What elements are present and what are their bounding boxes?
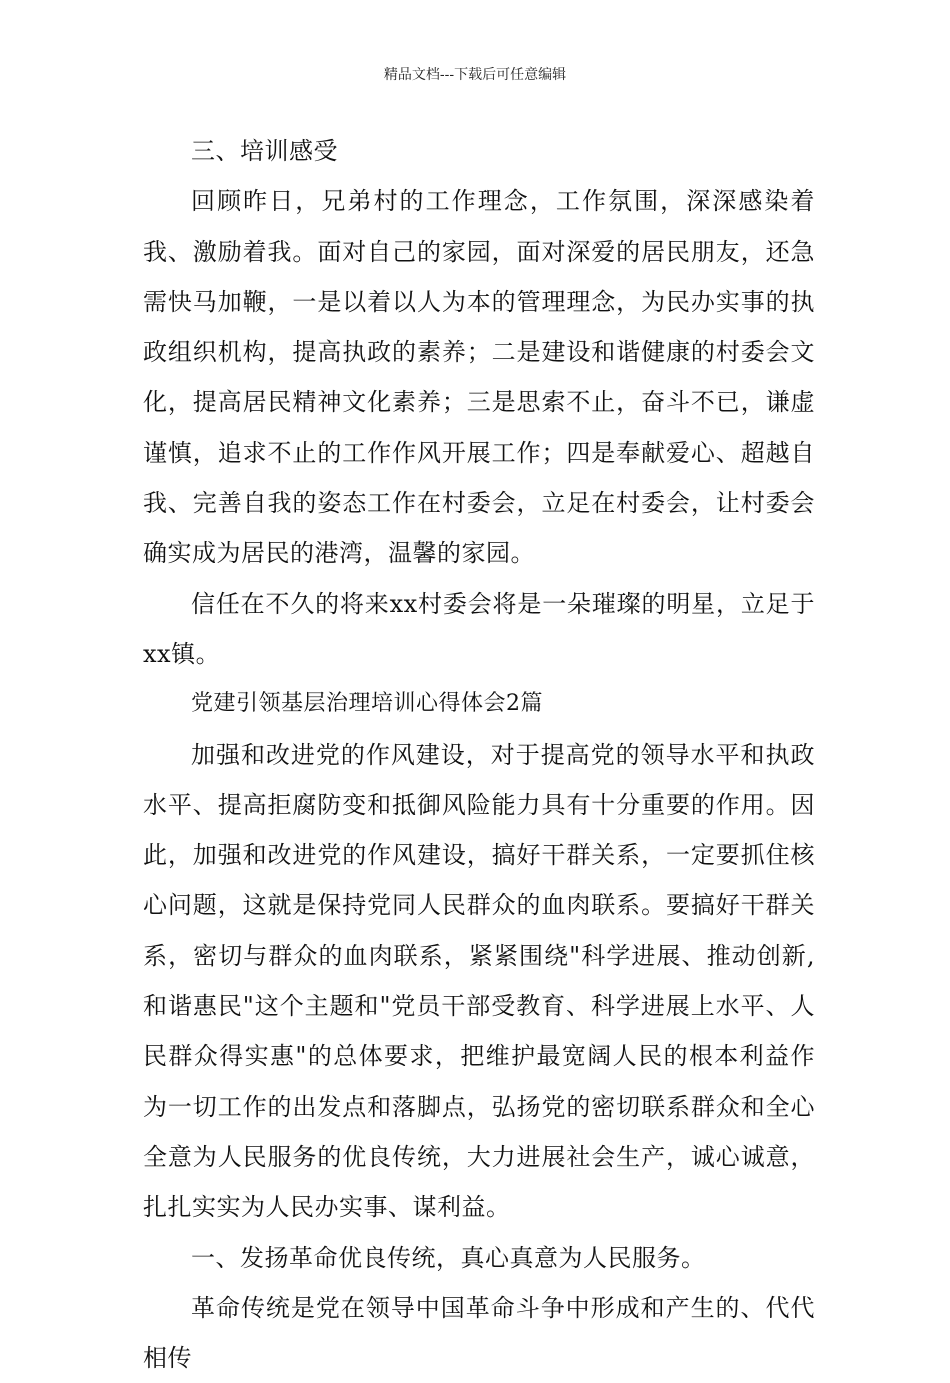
section-heading: 一、发扬革命优良传统，真心真意为人民服务。 <box>191 1243 706 1272</box>
page-header: 精品文档---下载后可任意编辑 <box>383 67 567 83</box>
paragraph: 信任在不久的将来xx村委会将是一朵璀璨的明星，立足于xx镇。 <box>143 589 815 668</box>
paragraph: 革命传统是党在领导中国革命斗争中形成和产生的、代代相传 <box>143 1293 815 1373</box>
paragraph: 加强和改进党的作风建设，对于提高党的领导水平和执政水平、提高拒腐防变和抵御风险能力具有十分重要的作用。因此，加强和改进党的作风建设，搞好干群关系，一定要抓住核心问题，这就是保持党同人民群众的血肉联系。要搞好干群关系，密切与群众的血肉联系，紧紧围绕"科学进展、推动创新,和谐惠民"这个主题和"党员干部受教育、科学进展上水平、人民群众得实惠"的总体要求，把维护最宽阔人民的根本利益作为一切工作的出发点和落脚点，弘扬党的密切联系群众和全心全意为人民服务的优良传统，大力进展社会生产，诚心诚意，扎扎实实为人民办实事、谋利益。 <box>143 740 815 1222</box>
document-subtitle: 党建引领基层治理培训心得体会2篇 <box>191 691 543 717</box>
paragraph: 回顾昨日，兄弟村的工作理念，工作氛围，深深感染着我、激励着我。面对自己的家园，面对深爱的居民朋友，还急需快马加鞭，一是以着以人为本的管理理念，为民办实事的执政组织机构，提高执政的素养；二是建设和谐健康的村委会文化，提高居民精神文化素养；三是思索不止，奋斗不已，谦虚谨慎，追求不止的工作作风开展工作；四是奉献爱心、超越自我、完善自我的姿态工作在村委会，立足在村委会，让村委会确实成为居民的港湾，温馨的家园。 <box>143 187 815 568</box>
document-body <box>143 126 815 1383</box>
section-heading: 三、培训感受 <box>191 137 338 165</box>
